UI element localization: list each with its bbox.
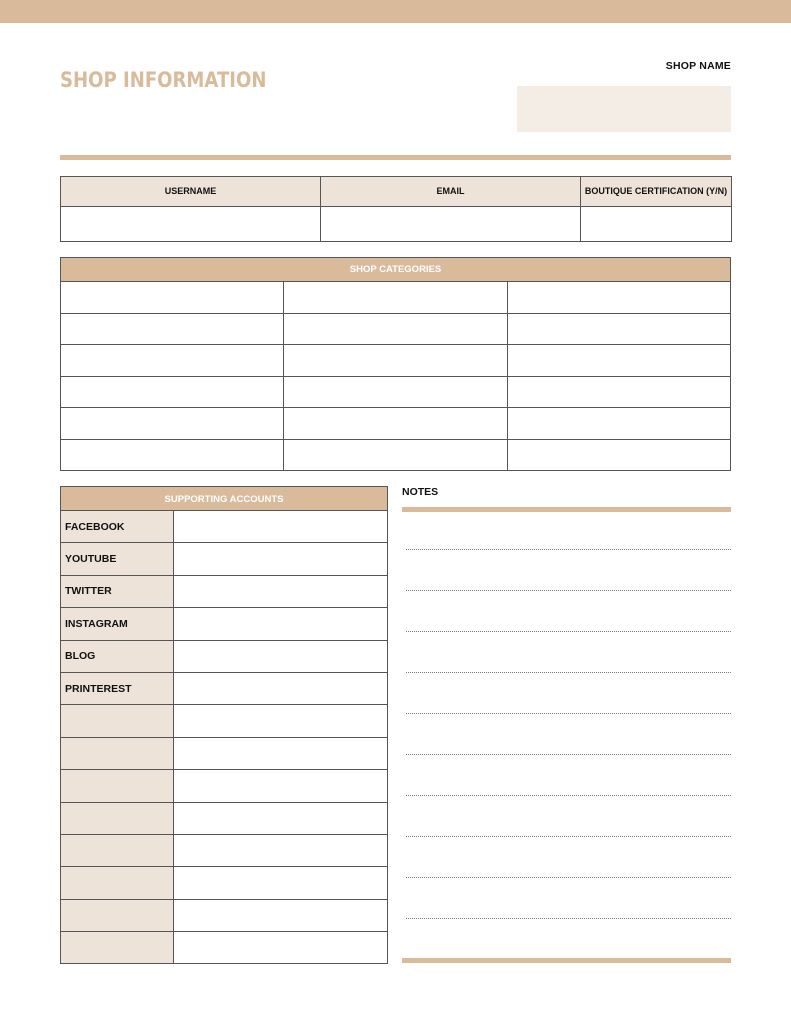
account-row [61,705,388,737]
boutique-certification-header: BOUTIQUE CERTIFICATION (Y/N) [581,177,732,207]
category-field[interactable] [61,376,284,408]
category-field[interactable] [507,345,730,377]
note-line[interactable] [406,713,731,714]
account-label [61,834,174,866]
account-field[interactable] [174,899,388,931]
shop-name-label: SHOP NAME [665,60,731,72]
account-label [61,867,174,899]
account-field[interactable] [174,802,388,834]
notes-bottom-divider [402,958,731,963]
boutique-certification-field[interactable] [581,207,732,242]
category-field[interactable] [507,408,730,440]
note-line[interactable] [406,549,731,550]
shop-name-field[interactable] [517,86,731,132]
account-row [61,672,388,704]
category-field[interactable] [61,313,284,345]
account-label [61,770,174,802]
category-row [61,439,731,471]
account-field[interactable] [174,705,388,737]
note-line[interactable] [406,672,731,673]
email-header: EMAIL [321,177,581,207]
account-row [61,802,388,834]
category-field[interactable] [507,376,730,408]
account-field[interactable] [174,511,388,543]
username-field[interactable] [61,207,321,242]
top-accent-bar [0,0,791,23]
category-field[interactable] [284,439,507,471]
category-field[interactable] [61,345,284,377]
account-field[interactable] [174,575,388,607]
account-row [61,640,388,672]
account-label: TWITTER [61,575,174,607]
account-label [61,802,174,834]
category-field[interactable] [61,439,284,471]
category-row [61,313,731,345]
supporting-accounts-table [60,510,388,964]
page-title: SHOP INFORMATION [60,68,267,92]
account-field[interactable] [174,543,388,575]
account-label [61,932,174,964]
category-row [61,408,731,440]
note-line[interactable] [406,795,731,796]
category-field[interactable] [284,408,507,440]
category-field[interactable] [284,282,507,314]
account-row [61,511,388,543]
account-row [61,608,388,640]
account-field[interactable] [174,834,388,866]
category-row [61,282,731,314]
account-row [61,867,388,899]
account-field[interactable] [174,770,388,802]
note-line[interactable] [406,631,731,632]
account-label: BLOG [61,640,174,672]
account-row [61,834,388,866]
category-field[interactable] [284,313,507,345]
account-row [61,770,388,802]
category-row [61,345,731,377]
notes-label: NOTES [402,486,439,498]
account-field[interactable] [174,608,388,640]
account-label: FACEBOOK [61,511,174,543]
account-field[interactable] [174,737,388,769]
note-line[interactable] [406,836,731,837]
account-label: PRINTEREST [61,672,174,704]
account-field[interactable] [174,932,388,964]
note-line[interactable] [406,877,731,878]
account-field[interactable] [174,640,388,672]
category-field[interactable] [507,313,730,345]
account-field[interactable] [174,672,388,704]
category-field[interactable] [284,345,507,377]
header-divider [60,155,731,160]
category-field[interactable] [61,282,284,314]
note-line[interactable] [406,918,731,919]
account-label [61,705,174,737]
category-field[interactable] [507,439,730,471]
shop-categories-heading: SHOP CATEGORIES [60,257,731,282]
account-row [61,575,388,607]
account-info-table [60,176,732,242]
account-row [61,737,388,769]
email-field[interactable] [321,207,581,242]
notes-top-divider [402,507,731,512]
supporting-accounts-heading: SUPPORTING ACCOUNTS [60,486,388,511]
account-row [61,899,388,931]
account-field[interactable] [174,867,388,899]
category-field[interactable] [507,282,730,314]
category-field[interactable] [61,408,284,440]
category-row [61,376,731,408]
category-field[interactable] [284,376,507,408]
account-label: YOUTUBE [61,543,174,575]
account-label [61,737,174,769]
account-label: INSTAGRAM [61,608,174,640]
account-row [61,543,388,575]
shop-categories-table [60,281,731,471]
username-header: USERNAME [61,177,321,207]
note-line[interactable] [406,590,731,591]
account-row [61,932,388,964]
account-label [61,899,174,931]
note-line[interactable] [406,754,731,755]
